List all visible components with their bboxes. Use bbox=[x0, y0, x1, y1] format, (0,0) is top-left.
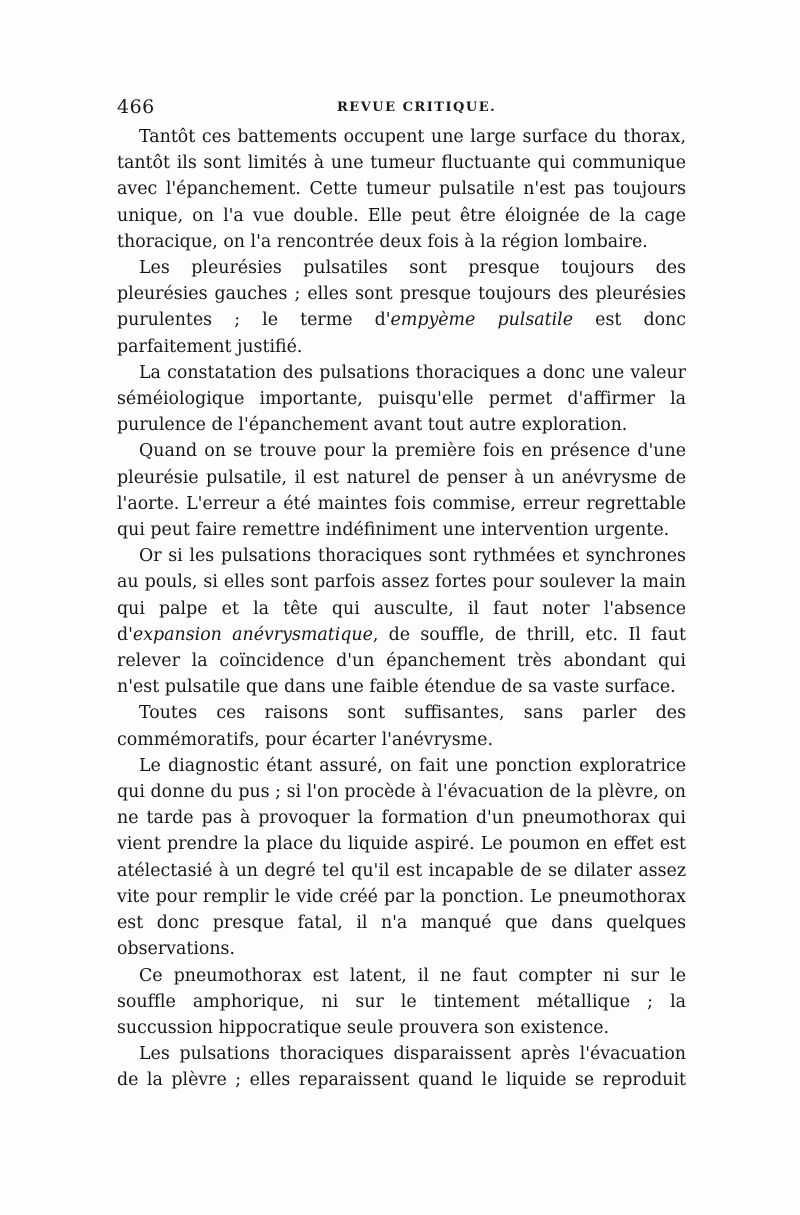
text-segment: est donc parfaitement justifié. bbox=[117, 310, 687, 357]
body-text bbox=[117, 124, 686, 1094]
paragraph bbox=[117, 700, 686, 752]
paragraph bbox=[117, 753, 686, 963]
paragraph bbox=[117, 438, 686, 543]
text-segment: La constatation des pulsations thoraciques a donc une valeur séméiologique importante, puisqu'elle permet d'affirmer la purulence de l'épanchement avant tout autre exploration. bbox=[117, 362, 686, 436]
italic-term: empyème pulsatile bbox=[390, 310, 574, 331]
paragraph bbox=[117, 1041, 686, 1093]
paragraph bbox=[117, 255, 686, 360]
text-segment: , de souffle, de thrill, etc. Il faut relever la coïncidence d'un épanchement très abondant qui n'est pulsatile que dans une faible étendue de sa vaste surface. bbox=[117, 624, 686, 698]
text-segment: Le diagnostic étant assuré, on fait une ponction exploratrice qui donne du pus ; si l'on procède à l'évacuation de la plèvre, on ne tarde pas à provoquer la formation d'un pneumothorax qui vient prendre la place du liquide aspiré. Le poumon en effet est atélectasié à un degré tel qu'il est incapable de se dilater assez vite pour remplir le vide créé par la ponction. Le pneumothorax est donc presque fatal, il n'a manqué que dans quelques observations. bbox=[117, 755, 686, 960]
text-segment: Tantôt ces battements occupent une large surface du thorax, tantôt ils sont limités à une tumeur fluctuante qui communique avec l'épanchement. Cette tumeur pulsatile n'est pas toujours unique, on l'a vue double. Elle peut être éloignée de la cage thoracique, on l'a rencontrée deux fois à la région lombaire. bbox=[117, 127, 686, 252]
paragraph bbox=[117, 360, 686, 439]
text-segment: Or si les pulsations thoraciques sont rythmées et synchrones au pouls, si elles sont parfois assez fortes pour soulever la main qui palpe et la tête qui ausculte, il faut noter l'absence d' bbox=[117, 546, 686, 645]
running-title: REVUE CRITIQUE. bbox=[337, 100, 497, 115]
text-segment: Les pleurésies pulsatiles sont presque toujours des pleurésies gauches ; elles sont presque toujours des pleurésies purulentes ; le terme d' bbox=[117, 258, 686, 331]
text-segment: Les pulsations thoraciques disparaissent après l'évacuation de la plèvre ; elles reparaissent quand le liquide se reproduit bbox=[117, 1044, 686, 1091]
text-segment: Ce pneumothorax est latent, il ne faut compter ni sur le souffle amphorique, ni sur le tintement métallique ; la succussion hippocratique seule prouvera son existence. bbox=[117, 965, 686, 1038]
text-segment: Toutes ces raisons sont suffisantes, sans parler des commémoratifs, pour écarter l'anévrysme. bbox=[117, 703, 686, 750]
text-segment: Quand on se trouve pour la première fois en présence d'une pleurésie pulsatile, il est naturel de penser à un anévrysme de l'aorte. L'erreur a été maintes fois commise, erreur regrettable qui peut faire remettre indéfiniment une intervention urgente. bbox=[117, 441, 686, 541]
paragraph bbox=[117, 963, 686, 1042]
paragraph bbox=[117, 543, 686, 700]
running-head bbox=[117, 96, 686, 120]
paragraph bbox=[117, 124, 686, 255]
page-number: 466 bbox=[117, 96, 155, 118]
italic-term: expansion anévrysmatique bbox=[132, 624, 373, 645]
